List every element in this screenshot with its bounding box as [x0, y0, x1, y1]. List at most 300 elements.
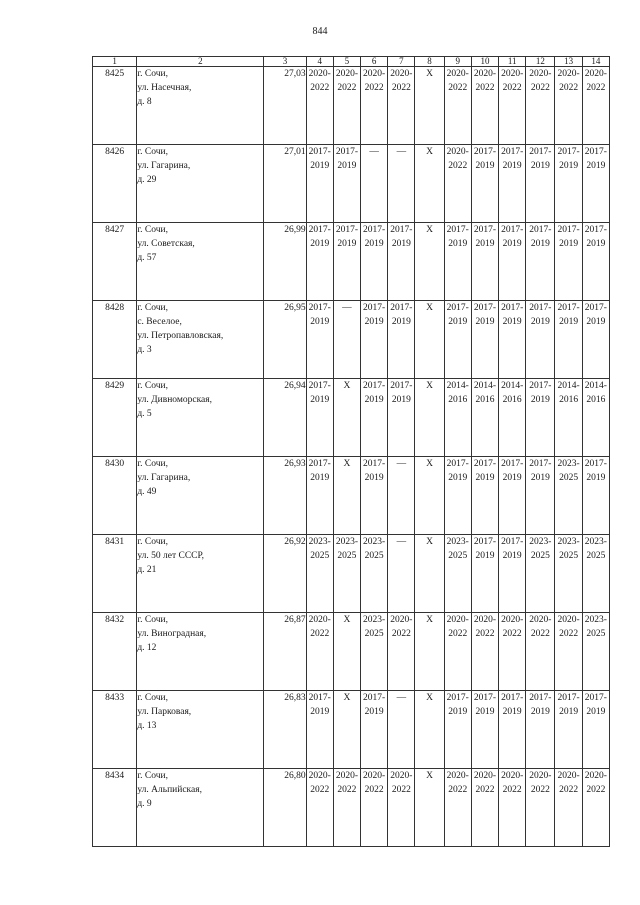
- period-cell: [444, 769, 471, 847]
- period-cell: [333, 145, 360, 223]
- period-line: 2025: [448, 551, 468, 561]
- period-line: 2019: [586, 473, 606, 483]
- period-line: 2019: [586, 317, 606, 327]
- header-row: [93, 57, 610, 67]
- column-header: 6: [361, 57, 388, 67]
- address-line: ул. Виноградная,: [137, 629, 207, 639]
- period-line: 2019: [310, 161, 330, 171]
- period-line: 2014-: [557, 381, 580, 391]
- period-line: 2019: [364, 317, 384, 327]
- period-line: 2022: [337, 785, 357, 795]
- period-line: 2016: [475, 395, 495, 405]
- period-line: 2020-: [390, 771, 413, 781]
- area-cell: 26,94: [264, 379, 306, 457]
- period-line: X: [426, 771, 433, 781]
- row-number: 8425: [93, 67, 137, 145]
- period-cell: [582, 535, 609, 613]
- period-cell: [582, 769, 609, 847]
- period-line: 2022: [364, 785, 384, 795]
- address-line: д. 13: [137, 721, 157, 731]
- table-row: [93, 457, 610, 535]
- period-cell: [526, 457, 555, 535]
- period-line: 2017-: [363, 225, 386, 235]
- period-cell: [388, 145, 415, 223]
- period-line: 2025: [364, 629, 384, 639]
- period-line: 2017-: [584, 225, 607, 235]
- period-line: 2020-: [446, 615, 469, 625]
- period-cell: [306, 67, 333, 145]
- period-cell: [555, 769, 582, 847]
- period-line: 2019: [448, 317, 468, 327]
- address-cell: [137, 613, 264, 691]
- period-cell: [361, 145, 388, 223]
- period-line: 2020-: [501, 69, 524, 79]
- row-number: 8431: [93, 535, 137, 613]
- period-line: 2017-: [446, 225, 469, 235]
- period-cell: [526, 223, 555, 301]
- period-line: 2019: [364, 395, 384, 405]
- area-cell: 26,99: [264, 223, 306, 301]
- row-number: 8432: [93, 613, 137, 691]
- period-cell: [555, 457, 582, 535]
- period-cell: [471, 535, 498, 613]
- period-line: —: [396, 147, 407, 157]
- period-line: —: [396, 537, 407, 547]
- period-line: 2017-: [529, 147, 552, 157]
- period-line: 2023-: [308, 537, 331, 547]
- period-cell: [388, 379, 415, 457]
- period-cell: [471, 457, 498, 535]
- period-cell: [361, 301, 388, 379]
- period-line: 2017-: [529, 303, 552, 313]
- period-line: 2022: [391, 83, 411, 93]
- period-cell: [499, 67, 526, 145]
- address-cell: [137, 457, 264, 535]
- period-cell: [444, 379, 471, 457]
- address-line: г. Сочи,: [137, 69, 168, 79]
- period-cell: [361, 691, 388, 769]
- column-header: 1: [93, 57, 137, 67]
- period-line: 2017-: [473, 225, 497, 235]
- address-line: г. Сочи,: [137, 303, 168, 313]
- period-cell: [415, 691, 444, 769]
- period-cell: [306, 691, 333, 769]
- area-cell: 26,87: [264, 613, 306, 691]
- period-line: 2020-: [335, 69, 358, 79]
- period-cell: [444, 613, 471, 691]
- period-line: 2020-: [308, 615, 331, 625]
- period-line: 2019: [475, 317, 495, 327]
- period-line: X: [426, 459, 433, 469]
- period-line: 2022: [502, 785, 522, 795]
- period-line: X: [343, 615, 351, 625]
- table-row: [93, 613, 610, 691]
- period-line: 2014-: [501, 381, 524, 391]
- address-line: ул. Гагарина,: [137, 161, 191, 171]
- period-cell: [306, 457, 333, 535]
- period-cell: [555, 301, 582, 379]
- period-cell: [415, 769, 444, 847]
- period-cell: [471, 379, 498, 457]
- period-cell: [499, 223, 526, 301]
- table-row: [93, 301, 610, 379]
- address-line: г. Сочи,: [137, 381, 168, 391]
- row-number: 8430: [93, 457, 137, 535]
- column-header: 4: [306, 57, 333, 67]
- address-cell: [137, 379, 264, 457]
- period-line: 2020-: [335, 771, 358, 781]
- period-line: 2017-: [363, 459, 386, 469]
- period-line: 2022: [475, 785, 495, 795]
- area-cell: 27,01: [264, 145, 306, 223]
- address-cell: [137, 301, 264, 379]
- period-line: X: [343, 693, 351, 703]
- period-line: 2017-: [335, 147, 358, 157]
- period-line: 2022: [559, 629, 579, 639]
- period-cell: [361, 535, 388, 613]
- period-line: 2023-: [363, 615, 386, 625]
- period-line: 2019: [559, 239, 579, 249]
- period-cell: [388, 769, 415, 847]
- table-header: [93, 57, 610, 67]
- address-line: д. 5: [137, 409, 152, 419]
- column-header: 11: [499, 57, 526, 67]
- period-line: 2017-: [335, 225, 358, 235]
- area-cell: 26,93: [264, 457, 306, 535]
- period-line: 2016: [559, 395, 579, 405]
- period-line: 2019: [586, 161, 606, 171]
- period-line: —: [369, 147, 379, 157]
- period-cell: [333, 67, 360, 145]
- column-header: 3: [264, 57, 306, 67]
- period-line: 2020-: [363, 771, 386, 781]
- address-line: д. 21: [137, 565, 157, 575]
- period-cell: [471, 301, 498, 379]
- period-line: 2022: [391, 785, 411, 795]
- period-line: 2025: [530, 551, 550, 561]
- period-cell: [306, 613, 333, 691]
- period-line: X: [426, 147, 433, 157]
- period-line: X: [426, 615, 433, 625]
- address-line: ул. Насечная,: [137, 83, 192, 93]
- period-line: 2019: [586, 239, 606, 249]
- period-line: 2020-: [308, 69, 331, 79]
- period-line: 2019: [530, 317, 550, 327]
- row-number: 8429: [93, 379, 137, 457]
- area-cell: 26,92: [264, 535, 306, 613]
- period-line: 2017-: [557, 303, 580, 313]
- period-line: 2019: [448, 473, 468, 483]
- period-line: 2017-: [584, 147, 607, 157]
- table-row: [93, 67, 610, 145]
- period-line: X: [426, 225, 433, 235]
- address-line: д. 8: [137, 97, 152, 107]
- period-line: 2022: [586, 785, 606, 795]
- address-line: д. 3: [137, 345, 152, 355]
- period-line: X: [343, 459, 351, 469]
- period-line: 2017-: [473, 459, 497, 469]
- address-cell: [137, 145, 264, 223]
- period-line: 2020-: [584, 771, 607, 781]
- period-cell: [415, 223, 444, 301]
- period-cell: [555, 67, 582, 145]
- period-cell: [526, 691, 555, 769]
- period-cell: [471, 145, 498, 223]
- period-cell: [582, 67, 609, 145]
- period-cell: [555, 379, 582, 457]
- table-row: [93, 379, 610, 457]
- address-line: д. 49: [137, 487, 157, 497]
- row-number: 8427: [93, 223, 137, 301]
- period-line: 2019: [530, 473, 550, 483]
- period-cell: [499, 769, 526, 847]
- period-cell: [555, 145, 582, 223]
- address-cell: [137, 223, 264, 301]
- period-line: 2019: [559, 317, 579, 327]
- period-line: 2017-: [557, 693, 580, 703]
- period-cell: [388, 457, 415, 535]
- address-line: ул. Альпийская,: [137, 785, 202, 795]
- period-cell: [471, 223, 498, 301]
- period-cell: [306, 301, 333, 379]
- registry-table: [92, 56, 610, 847]
- period-line: 2019: [502, 317, 522, 327]
- period-line: 2020-: [308, 771, 331, 781]
- period-line: 2017-: [584, 303, 607, 313]
- period-cell: [526, 67, 555, 145]
- period-cell: [499, 379, 526, 457]
- period-cell: [415, 67, 444, 145]
- period-line: 2022: [310, 629, 330, 639]
- address-line: г. Сочи,: [137, 459, 168, 469]
- period-line: 2017-: [501, 459, 524, 469]
- period-cell: [582, 223, 609, 301]
- period-line: 2019: [448, 239, 468, 249]
- period-line: 2019: [337, 239, 357, 249]
- period-cell: [444, 535, 471, 613]
- period-line: 2020-: [446, 69, 469, 79]
- period-line: 2025: [586, 629, 606, 639]
- period-line: 2017-: [308, 303, 331, 313]
- period-line: 2023-: [335, 537, 358, 547]
- period-line: 2017-: [584, 693, 607, 703]
- period-line: 2017-: [446, 693, 469, 703]
- period-cell: [526, 769, 555, 847]
- period-line: 2022: [559, 83, 579, 93]
- period-line: 2025: [559, 473, 579, 483]
- period-cell: [415, 301, 444, 379]
- period-line: 2019: [364, 239, 384, 249]
- column-header: 13: [555, 57, 582, 67]
- period-cell: [526, 535, 555, 613]
- period-cell: [582, 691, 609, 769]
- period-line: 2019: [475, 239, 495, 249]
- period-line: 2020-: [473, 615, 497, 625]
- period-line: 2019: [391, 317, 411, 327]
- period-cell: [444, 457, 471, 535]
- period-line: 2022: [475, 629, 495, 639]
- period-line: 2019: [391, 395, 411, 405]
- period-line: 2020-: [501, 615, 524, 625]
- period-cell: [499, 457, 526, 535]
- period-line: 2020-: [473, 771, 497, 781]
- column-header: 12: [526, 57, 555, 67]
- period-line: 2019: [310, 707, 330, 717]
- period-cell: [361, 223, 388, 301]
- period-line: 2017-: [473, 147, 497, 157]
- period-cell: [333, 613, 360, 691]
- period-line: 2020-: [473, 69, 497, 79]
- period-cell: [388, 67, 415, 145]
- address-line: с. Веселое,: [137, 317, 182, 327]
- period-cell: [388, 535, 415, 613]
- period-line: 2017-: [501, 147, 524, 157]
- period-line: 2022: [448, 83, 468, 93]
- period-line: 2019: [559, 707, 579, 717]
- address-line: д. 57: [137, 253, 157, 263]
- period-cell: [306, 535, 333, 613]
- period-cell: [333, 769, 360, 847]
- address-line: ул. 50 лет СССР,: [137, 551, 204, 561]
- period-line: 2019: [530, 239, 550, 249]
- period-line: 2017-: [501, 225, 524, 235]
- period-cell: [499, 301, 526, 379]
- period-line: 2017-: [529, 459, 552, 469]
- period-line: 2019: [475, 161, 495, 171]
- period-cell: [415, 145, 444, 223]
- period-cell: [471, 691, 498, 769]
- period-cell: [499, 613, 526, 691]
- period-cell: [415, 457, 444, 535]
- period-cell: [444, 223, 471, 301]
- period-cell: [499, 145, 526, 223]
- address-line: ул. Парковая,: [137, 707, 192, 717]
- period-line: 2019: [559, 161, 579, 171]
- address-cell: [137, 535, 264, 613]
- period-line: 2022: [310, 785, 330, 795]
- period-line: 2019: [530, 395, 550, 405]
- period-cell: [415, 379, 444, 457]
- period-cell: [333, 535, 360, 613]
- period-line: 2020-: [446, 147, 469, 157]
- period-line: 2017-: [584, 459, 607, 469]
- table-row: [93, 769, 610, 847]
- table-body: [93, 67, 610, 847]
- period-cell: [582, 145, 609, 223]
- area-cell: 26,95: [264, 301, 306, 379]
- period-line: 2022: [448, 629, 468, 639]
- period-line: 2017-: [557, 225, 580, 235]
- address-line: д. 9: [137, 799, 152, 809]
- period-line: 2014-: [446, 381, 469, 391]
- period-line: 2017-: [446, 303, 469, 313]
- period-line: 2017-: [390, 381, 413, 391]
- period-cell: [499, 691, 526, 769]
- period-line: 2023-: [557, 459, 580, 469]
- table-row: [93, 223, 610, 301]
- period-line: 2019: [586, 707, 606, 717]
- period-cell: [333, 379, 360, 457]
- period-cell: [582, 379, 609, 457]
- period-cell: [471, 67, 498, 145]
- period-cell: [361, 379, 388, 457]
- page-number: 844: [312, 26, 328, 37]
- area-cell: 27,03: [264, 67, 306, 145]
- address-line: г. Сочи,: [137, 771, 168, 781]
- period-line: X: [426, 303, 433, 313]
- period-cell: [388, 223, 415, 301]
- row-number: 8428: [93, 301, 137, 379]
- period-line: 2019: [502, 239, 522, 249]
- period-line: 2014-: [473, 381, 497, 391]
- column-header: 9: [444, 57, 471, 67]
- period-line: 2022: [586, 83, 606, 93]
- period-line: 2019: [391, 239, 411, 249]
- period-line: —: [396, 693, 407, 703]
- period-line: 2023-: [446, 537, 469, 547]
- period-line: 2017-: [363, 381, 386, 391]
- period-line: 2019: [310, 473, 330, 483]
- period-line: 2022: [310, 83, 330, 93]
- period-line: 2023-: [584, 537, 607, 547]
- period-line: 2020-: [584, 69, 607, 79]
- period-cell: [555, 535, 582, 613]
- period-cell: [333, 691, 360, 769]
- period-line: 2025: [337, 551, 357, 561]
- period-line: 2022: [364, 83, 384, 93]
- period-cell: [306, 145, 333, 223]
- period-line: 2017-: [473, 537, 497, 547]
- period-cell: [444, 691, 471, 769]
- period-line: 2022: [530, 785, 550, 795]
- column-header: 7: [388, 57, 415, 67]
- period-cell: [415, 613, 444, 691]
- period-cell: [526, 145, 555, 223]
- period-cell: [361, 457, 388, 535]
- period-line: —: [342, 303, 352, 313]
- period-line: 2019: [502, 473, 522, 483]
- period-line: 2019: [310, 317, 330, 327]
- period-line: X: [426, 537, 433, 547]
- column-header: 5: [333, 57, 360, 67]
- period-cell: [499, 535, 526, 613]
- period-cell: [388, 301, 415, 379]
- period-cell: [444, 301, 471, 379]
- period-line: 2019: [475, 473, 495, 483]
- period-line: X: [426, 693, 433, 703]
- period-line: 2019: [310, 239, 330, 249]
- row-number: 8426: [93, 145, 137, 223]
- period-cell: [388, 613, 415, 691]
- address-line: д. 12: [137, 643, 157, 653]
- period-line: 2019: [475, 707, 495, 717]
- period-line: 2022: [559, 785, 579, 795]
- period-cell: [444, 67, 471, 145]
- period-cell: [555, 691, 582, 769]
- period-line: 2019: [502, 161, 522, 171]
- address-line: г. Сочи,: [137, 225, 168, 235]
- table-row: [93, 535, 610, 613]
- period-cell: [526, 613, 555, 691]
- period-line: 2020-: [390, 69, 413, 79]
- period-cell: [471, 613, 498, 691]
- period-cell: [306, 223, 333, 301]
- period-line: 2017-: [308, 147, 331, 157]
- period-line: —: [396, 459, 407, 469]
- period-cell: [526, 379, 555, 457]
- period-line: 2022: [391, 629, 411, 639]
- period-line: 2017-: [363, 693, 386, 703]
